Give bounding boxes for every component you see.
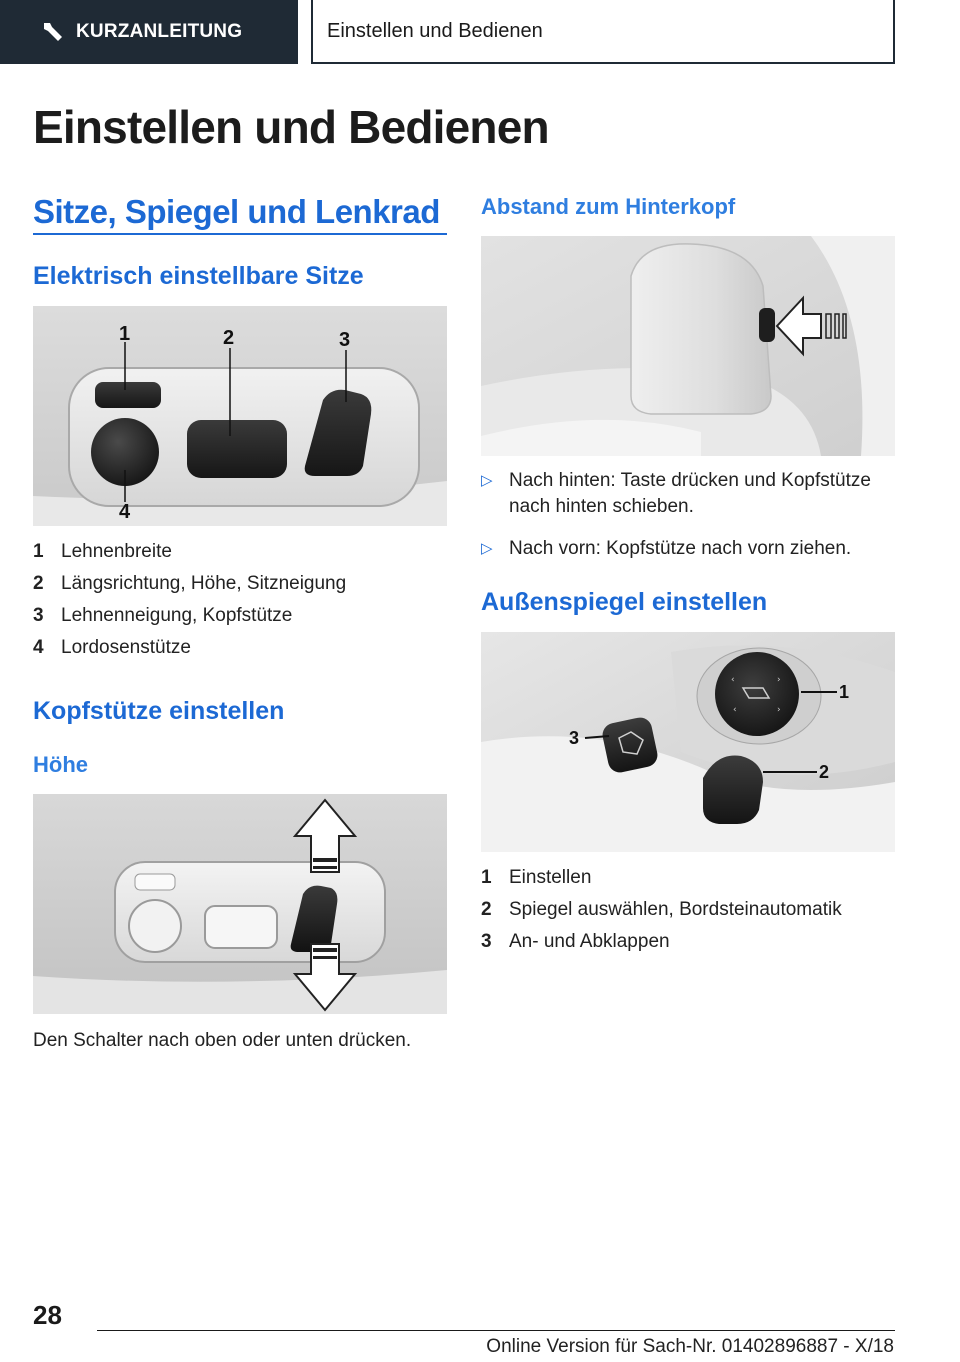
- callout-1: 1: [839, 682, 850, 702]
- chapter-tab[interactable]: [311, 0, 895, 64]
- seats-heading: Elektrisch einstellbare Sitze: [33, 262, 364, 290]
- headrest-height-image: [33, 794, 447, 1014]
- mirror-legend: [481, 862, 842, 958]
- chapter-label: Einstellen und Bedienen: [327, 19, 543, 42]
- list-item: ▷ Nach hinten: Taste drücken und Kopfstütze nach hinten schieben.: [481, 468, 895, 520]
- mirror-controls-image: [481, 632, 895, 852]
- mirror-heading: Außenspiegel einstellen: [481, 588, 768, 616]
- section-label: KURZANLEITUNG: [76, 21, 243, 42]
- distance-heading: Abstand zum Hinterkopf: [481, 194, 736, 219]
- list-item: 3 Lehnenneigung, Kopfstütze: [33, 605, 293, 626]
- page-number: 28: [33, 1300, 62, 1330]
- heading-rule: [33, 233, 447, 235]
- list-item: 1 Einstellen: [481, 867, 592, 888]
- section-heading: Sitze, Spiegel und Lenkrad: [33, 193, 440, 230]
- triangle-bullet-icon: ▷: [481, 472, 493, 489]
- list-item: 2 Längsrichtung, Höhe, Sitzneigung: [33, 573, 347, 594]
- height-instruction: Den Schalter nach oben oder unten drücken.: [33, 1030, 412, 1051]
- svg-text:›: ›: [777, 705, 781, 715]
- callout-2: 2: [223, 327, 235, 349]
- list-item: ▷ Nach vorn: Kopfstütze nach vorn ziehen.: [481, 536, 895, 562]
- footer-version: Online Version für Sach-Nr. 01402896887 - X/18: [486, 1336, 894, 1357]
- section-tab[interactable]: [0, 0, 298, 64]
- svg-text:‹: ‹: [731, 675, 735, 685]
- headrest-distance-image: [481, 236, 895, 456]
- triangle-bullet-icon: ▷: [481, 540, 493, 557]
- seat-switches-image: [33, 306, 447, 526]
- footer-rule: [97, 1330, 895, 1331]
- svg-text:›: ›: [777, 675, 781, 685]
- wrench-icon: [40, 19, 66, 45]
- callout-3: 3: [339, 329, 351, 351]
- svg-text:‹: ‹: [733, 705, 737, 715]
- list-item: 3 An- und Abklappen: [481, 931, 670, 952]
- distance-steps: [481, 468, 895, 578]
- callout-1: 1: [119, 323, 131, 345]
- seat-legend: [33, 536, 346, 664]
- list-item: 1 Lehnenbreite: [33, 541, 172, 562]
- headrest-heading: Kopfstütze einstellen: [33, 697, 285, 725]
- callout-3: 3: [569, 728, 580, 748]
- callout-2: 2: [819, 762, 830, 782]
- callout-4: 4: [119, 501, 131, 523]
- list-item: 4 Lordosenstütze: [33, 637, 191, 658]
- page-title: Einstellen und Bedienen: [33, 101, 549, 153]
- list-item: 2 Spiegel auswählen, Bordsteinautomatik: [481, 899, 842, 920]
- height-subheading: Höhe: [33, 752, 88, 777]
